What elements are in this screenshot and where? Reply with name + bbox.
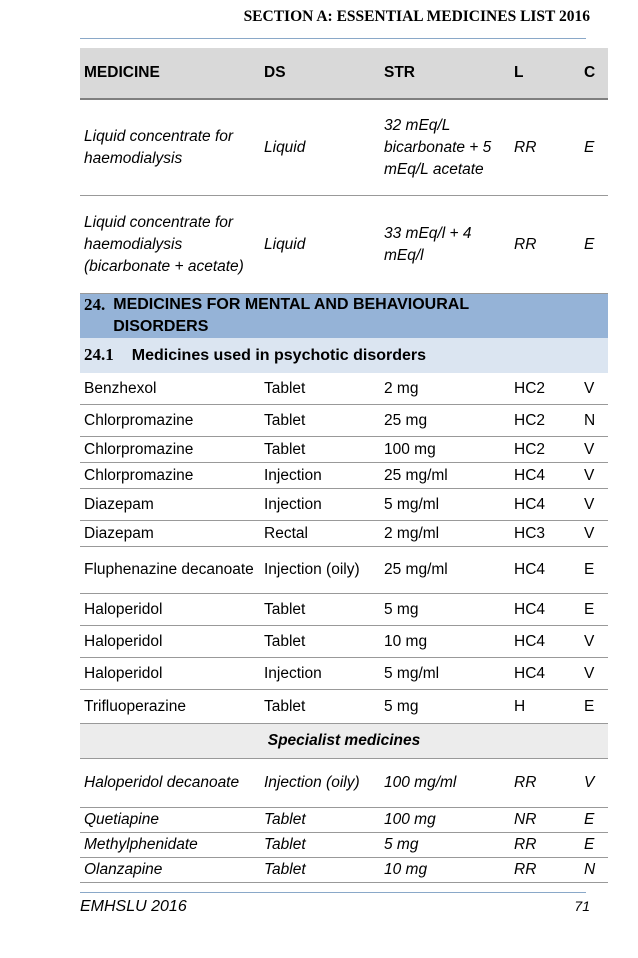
category-cell: E <box>580 690 608 724</box>
strength-cell: 25 mg/ml <box>380 463 510 489</box>
dosage-form-cell: Tablet <box>260 808 380 833</box>
medicine-cell: Liquid concentrate for haemodialysis (bicarbonate + acetate) <box>80 196 260 294</box>
strength-cell: 2 mg/ml <box>380 521 510 547</box>
category-cell: V <box>580 759 608 808</box>
level-cell: HC4 <box>510 594 580 626</box>
dosage-form-cell: Tablet <box>260 833 380 858</box>
strength-cell: 5 mg <box>380 690 510 724</box>
level-cell: HC4 <box>510 658 580 690</box>
level-cell: RR <box>510 858 580 883</box>
category-cell: E <box>580 808 608 833</box>
medicine-cell: Chlorpromazine <box>80 405 260 437</box>
table-row <box>80 594 608 626</box>
medicine-cell: Benzhexol <box>80 373 260 405</box>
table-row <box>80 373 608 405</box>
strength-cell: 100 mg <box>380 437 510 463</box>
page-number: 71 <box>574 898 590 914</box>
subsection-heading-row <box>80 338 608 373</box>
level-cell: RR <box>510 99 580 196</box>
medicine-cell: Haloperidol <box>80 658 260 690</box>
level-cell: HC4 <box>510 463 580 489</box>
medicine-cell: Haloperidol <box>80 626 260 658</box>
category-cell: E <box>580 99 608 196</box>
column-header: DS <box>260 48 380 99</box>
medicine-cell: Haloperidol <box>80 594 260 626</box>
dosage-form-cell: Tablet <box>260 437 380 463</box>
level-cell: RR <box>510 759 580 808</box>
table-row <box>80 858 608 883</box>
dosage-form-cell: Tablet <box>260 373 380 405</box>
level-cell: HC2 <box>510 437 580 463</box>
dosage-form-cell: Injection (oily) <box>260 547 380 594</box>
table-header-row <box>80 48 608 99</box>
table-row <box>80 808 608 833</box>
medicine-cell: Fluphenazine decanoate <box>80 547 260 594</box>
level-cell: HC3 <box>510 521 580 547</box>
strength-cell: 10 mg <box>380 626 510 658</box>
level-cell: HC4 <box>510 489 580 521</box>
footer-label: EMHSLU 2016 <box>80 898 187 915</box>
category-cell: V <box>580 626 608 658</box>
table-row <box>80 99 608 196</box>
strength-cell: 5 mg <box>380 833 510 858</box>
category-cell: N <box>580 405 608 437</box>
section-title: MEDICINES FOR MENTAL AND BEHAVIOURAL DISORDERS <box>113 296 469 335</box>
dosage-form-cell: Liquid <box>260 196 380 294</box>
category-cell: V <box>580 437 608 463</box>
category-cell: V <box>580 489 608 521</box>
table-row <box>80 521 608 547</box>
medicine-cell: Chlorpromazine <box>80 463 260 489</box>
table-row <box>80 833 608 858</box>
category-cell: N <box>580 858 608 883</box>
dosage-form-cell: Injection <box>260 658 380 690</box>
column-header: STR <box>380 48 510 99</box>
dosage-form-cell: Liquid <box>260 99 380 196</box>
strength-cell: 32 mEq/L bicarbonate + 5 mEq/L acetate <box>380 99 510 196</box>
column-header: MEDICINE <box>80 48 260 99</box>
dosage-form-cell: Injection <box>260 489 380 521</box>
strength-cell: 33 mEq/l + 4 mEq/l <box>380 196 510 294</box>
strength-cell: 25 mg/ml <box>380 547 510 594</box>
strength-cell: 100 mg/ml <box>380 759 510 808</box>
specialist-label: Specialist medicines <box>80 724 608 759</box>
column-header: C <box>580 48 608 99</box>
strength-cell: 100 mg <box>380 808 510 833</box>
section-heading-row <box>80 294 608 339</box>
dosage-form-cell: Tablet <box>260 690 380 724</box>
table-row <box>80 690 608 724</box>
header-rule <box>80 38 586 39</box>
table-row <box>80 437 608 463</box>
category-cell: V <box>580 463 608 489</box>
medicine-cell: Chlorpromazine <box>80 437 260 463</box>
dosage-form-cell: Tablet <box>260 626 380 658</box>
page-header: SECTION A: ESSENTIAL MEDICINES LIST 2016 <box>243 8 590 25</box>
dosage-form-cell: Injection <box>260 463 380 489</box>
medicine-cell: Diazepam <box>80 521 260 547</box>
specialist-heading-row <box>80 724 608 759</box>
level-cell: HC2 <box>510 373 580 405</box>
table-row <box>80 489 608 521</box>
medicine-cell: Quetiapine <box>80 808 260 833</box>
table-row <box>80 759 608 808</box>
category-cell: E <box>580 833 608 858</box>
dosage-form-cell: Tablet <box>260 858 380 883</box>
dosage-form-cell: Tablet <box>260 594 380 626</box>
table-row <box>80 405 608 437</box>
footer-rule <box>80 892 586 893</box>
level-cell: RR <box>510 196 580 294</box>
column-header: L <box>510 48 580 99</box>
medicine-cell: Liquid concentrate for haemodialysis <box>80 99 260 196</box>
medicine-cell: Olanzapine <box>80 858 260 883</box>
table-row <box>80 463 608 489</box>
category-cell: V <box>580 373 608 405</box>
medicine-cell: Methylphenidate <box>80 833 260 858</box>
section-number: 24. <box>84 295 106 314</box>
table-row <box>80 658 608 690</box>
level-cell: HC4 <box>510 547 580 594</box>
dosage-form-cell: Rectal <box>260 521 380 547</box>
subsection-number: 24.1 <box>84 345 114 364</box>
category-cell: V <box>580 521 608 547</box>
medicine-cell: Diazepam <box>80 489 260 521</box>
dosage-form-cell: Injection (oily) <box>260 759 380 808</box>
level-cell: HC2 <box>510 405 580 437</box>
subsection-title: Medicines used in psychotic disorders <box>131 347 427 364</box>
level-cell: HC4 <box>510 626 580 658</box>
table-row <box>80 547 608 594</box>
category-cell: E <box>580 594 608 626</box>
strength-cell: 5 mg/ml <box>380 658 510 690</box>
dosage-form-cell: Tablet <box>260 405 380 437</box>
table-row <box>80 626 608 658</box>
level-cell: NR <box>510 808 580 833</box>
level-cell: H <box>510 690 580 724</box>
category-cell: E <box>580 547 608 594</box>
medicine-cell: Trifluoperazine <box>80 690 260 724</box>
strength-cell: 5 mg <box>380 594 510 626</box>
strength-cell: 10 mg <box>380 858 510 883</box>
category-cell: E <box>580 196 608 294</box>
table-row <box>80 196 608 294</box>
level-cell: RR <box>510 833 580 858</box>
category-cell: V <box>580 658 608 690</box>
medicine-cell: Haloperidol decanoate <box>80 759 260 808</box>
strength-cell: 5 mg/ml <box>380 489 510 521</box>
medicines-table <box>80 48 608 883</box>
strength-cell: 2 mg <box>380 373 510 405</box>
strength-cell: 25 mg <box>380 405 510 437</box>
